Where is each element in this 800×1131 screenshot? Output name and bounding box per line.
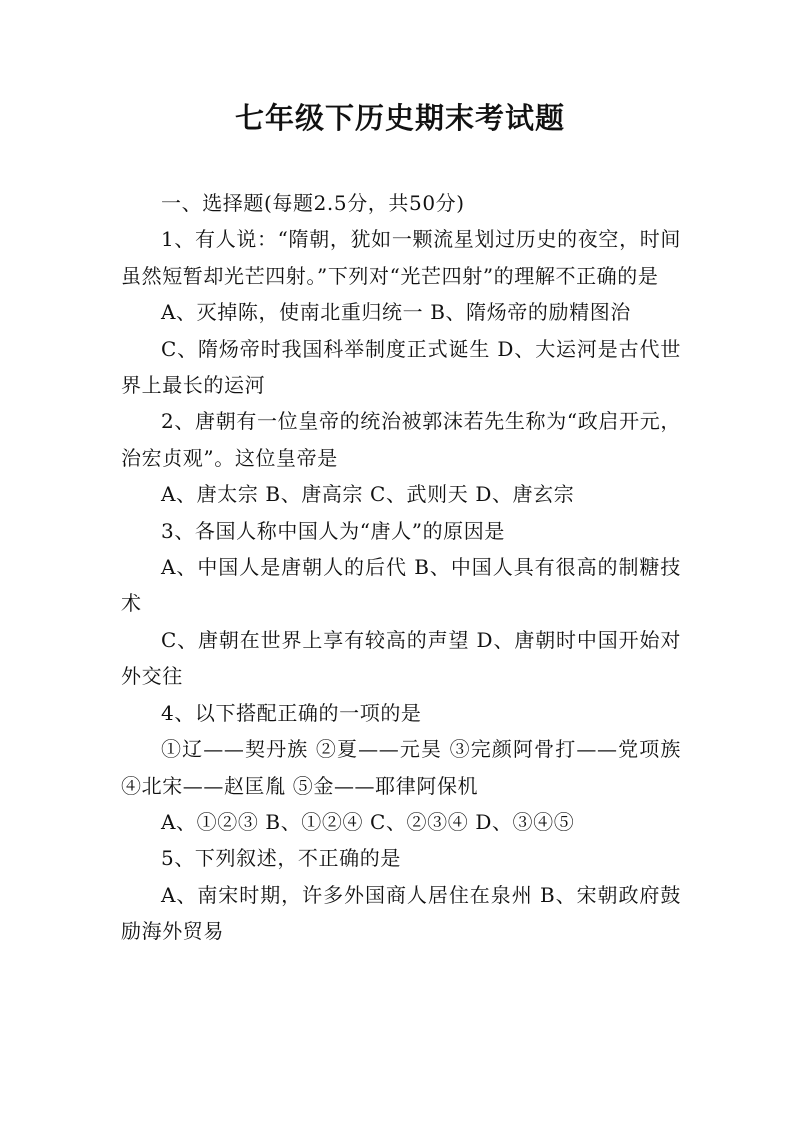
question-4-pairings: ①辽——契丹族 ②夏——元昊 ③完颜阿骨打——党项族 ④北宋——赵匡胤 ⑤金——耶律阿保机 (121, 737, 681, 798)
question-2: 2、唐朝有一位皇帝的统治被郭沫若先生称为“政启开元，治宏贞观”。这位皇帝是 (121, 409, 681, 470)
document-body (121, 185, 681, 950)
question-2-options: A、唐太宗 B、唐高宗 C、武则天 D、唐玄宗 (161, 482, 575, 507)
section-heading: 一、选择题(每题2.5分，共50分) (161, 191, 465, 215)
question-1-options-cd: C、隋炀帝时我国科举制度正式诞生 D、大运河是古代世界上最长的运河 (121, 336, 681, 398)
question-3-options-ab: A、中国人是唐朝人的后代 B、中国人具有很高的制糖技术 (121, 555, 681, 616)
question-5-options-ab: A、南宋时期，许多外国商人居住在泉州 B、宋朝政府鼓励海外贸易 (121, 882, 681, 944)
question-3: 3、各国人称中国人为“唐人”的原因是 (161, 518, 505, 543)
question-3-options-cd: C、唐朝在世界上享有较高的声望 D、唐朝时中国开始对外交往 (121, 627, 681, 689)
question-1-options-ab: A、灭掉陈，使南北重归统一 B、隋炀帝的励精图治 (161, 300, 631, 325)
question-4-options: A、①②③ B、①②④ C、②③④ D、③④⑤ (161, 809, 575, 834)
question-5: 5、下列叙述，不正确的是 (161, 846, 401, 871)
question-1: 1、有人说：“隋朝，犹如一颗流星划过历史的夜空，时间虽然短暂却光芒四射。”下列对“光芒四射”的理解不正确的是 (121, 227, 681, 288)
document-title: 七年级下历史期末考试题 (234, 101, 565, 135)
question-4: 4、以下搭配正确的一项的是 (161, 700, 422, 725)
